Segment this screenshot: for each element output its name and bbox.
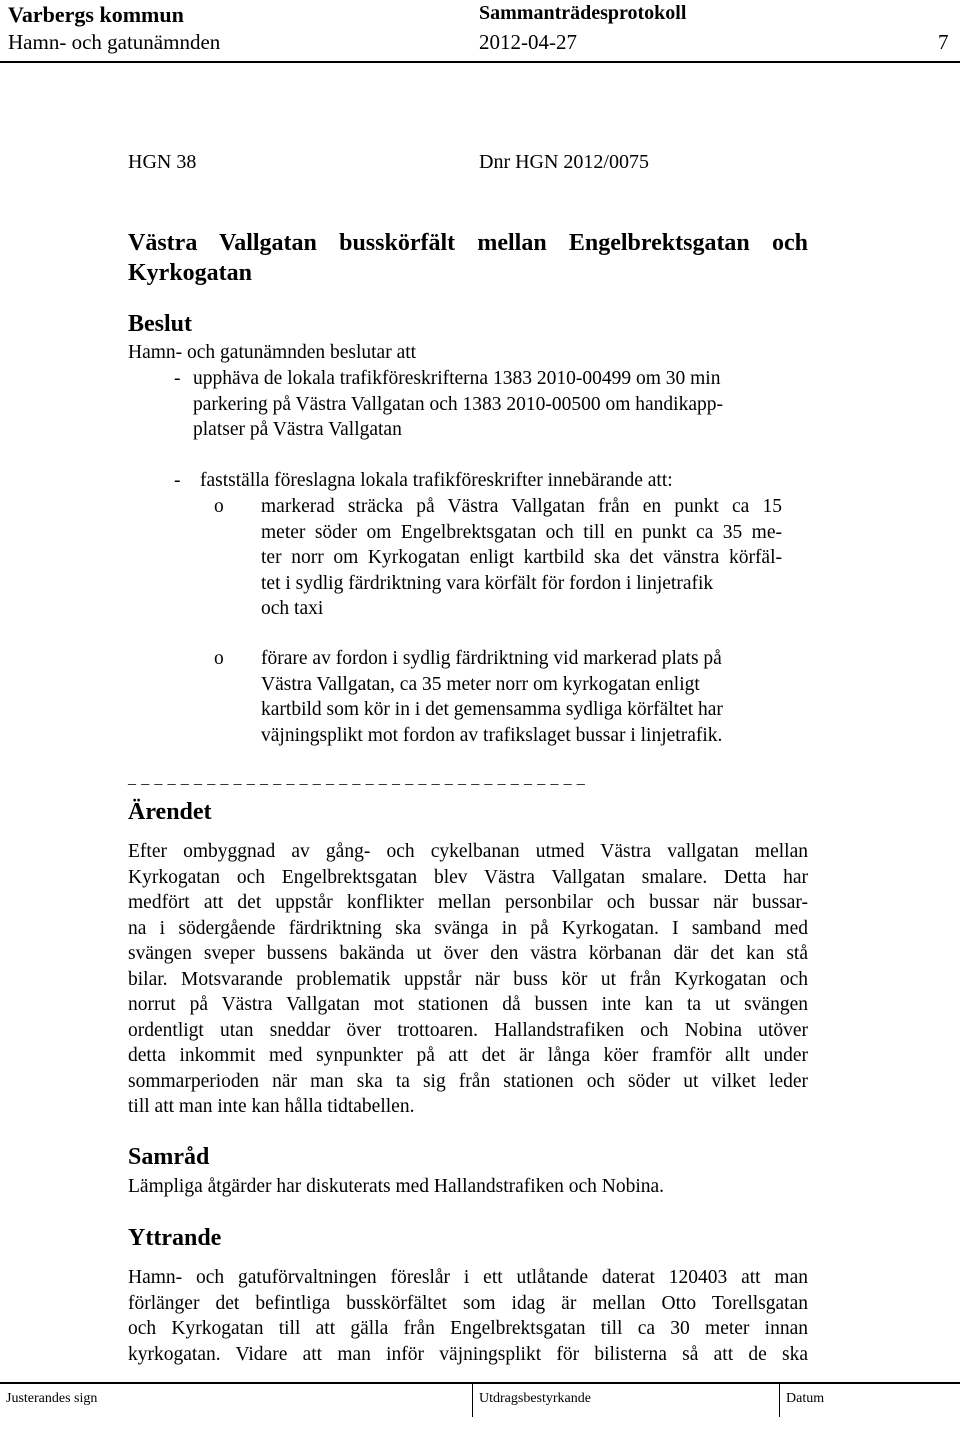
case-title-line: Västra Vallgatan busskörfält mellan Engelbrektsgatan och: [128, 230, 808, 256]
sublist-item-line: kartbild som kör in i det gemensamma sydliga körfältet har: [261, 699, 723, 720]
paragraph-line: Hamn- och gatuförvaltningen föreslår i ett utlåtande daterat 120403 att man: [128, 1267, 808, 1288]
sublist-item-line: ter norr om Kyrkogatan enligt kartbild ska det vänstra körfäl-: [261, 547, 782, 568]
paragraph-line: och Kyrkogatan till att gälla från Engelbrektsgatan till ca 30 meter innan: [128, 1318, 808, 1339]
section-divider: _ _ _ _ _ _ _ _ _ _ _ _ _ _ _ _ _ _ _ _ _ _ _ _ _ _ _ _ _ _ _ _ _ _ _: [128, 770, 586, 787]
paragraph-line: na i södergående färdriktning ska svänga in på Kyrkogatan. I samband med: [128, 917, 808, 939]
meeting-date: 2012-04-27: [479, 30, 577, 54]
sublist-item-line: tet i sydlig färdriktning vara körfält för fordon i linjetrafik: [261, 572, 714, 594]
beslut-subitem-2: [261, 646, 791, 748]
paragraph-line: svängen sveper bussens bakända ut över den västra körbanan där det kan stå: [128, 943, 808, 964]
beslut-intro: Hamn- och gatunämnden beslutar att: [128, 342, 417, 363]
sublist-marker: o: [214, 648, 224, 669]
sublist-item-line: väjningsplikt mot fordon av trafikslaget bussar i linjetrafik.: [261, 724, 723, 746]
paragraph-line: till att man inte kan hålla tidtabellen.: [128, 1096, 415, 1117]
paragraph-line: norrut på Västra Vallgatan mot stationen då bussen inte kan ta ut svängen: [128, 994, 808, 1015]
paragraph-line: detta inkommit med synpunkter på att det är långa köer framför allt under: [128, 1045, 808, 1066]
yttrande-body: [128, 1265, 808, 1367]
samrad-text: Lämpliga åtgärder har diskuterats med Hallandstrafiken och Nobina.: [128, 1176, 665, 1197]
paragraph-line: medfört att det uppstår konflikter mellan personbilar och bussar när bussar-: [128, 892, 808, 913]
yttrande-heading: Yttrande: [128, 1225, 222, 1251]
page-number: 7: [938, 30, 949, 54]
sublist-item-line: förare av fordon i sydlig färdriktning vid markerad plats på: [261, 648, 722, 669]
footer-sign-cell: [0, 1383, 473, 1417]
sublist-item-line: markerad sträcka på Västra Vallgatan från en punkt ca 15: [261, 496, 782, 517]
case-title-line: Kyrkogatan: [128, 260, 253, 286]
beslut-heading: Beslut: [128, 311, 193, 337]
list-item-line: upphäva de lokala trafikföreskrifterna 1383 2010-00499 om 30 min: [193, 368, 721, 389]
beslut-subitem-1: [261, 494, 782, 622]
sublist-item-line: och taxi: [261, 598, 324, 619]
arendet-body: [128, 839, 808, 1120]
beslut-item-1: [193, 366, 793, 443]
paragraph-line: sommarperioden när man ska ta sig från stationen och söder ut vilket leder: [128, 1070, 808, 1092]
list-item-line: platser på Västra Vallgatan: [193, 419, 402, 440]
footer-extract-cell: [473, 1383, 780, 1417]
paragraph-line: förlänger det befintliga busskörfältet som idag är mellan Otto Torellsgatan: [128, 1292, 808, 1314]
document-type: Sammanträdesprotokoll: [479, 2, 687, 24]
header-rule: [0, 61, 960, 63]
list-marker: -: [174, 368, 181, 389]
paragraph-line: ordentligt utan sneddar över trottoaren. Hallandstrafiken och Nobina utöver: [128, 1019, 808, 1041]
committee-name: Hamn- och gatunämnden: [8, 30, 221, 54]
sublist-marker: o: [214, 496, 224, 517]
paragraph-line: Efter ombyggnad av gång- och cykelbanan utmed Västra vallgatan mellan: [128, 841, 808, 862]
beslut-item-2: fastställa föreslagna lokala trafikföreskrifter innebärande att:: [200, 470, 673, 491]
footer-sign-label: Justerandes sign: [6, 1391, 98, 1406]
sublist-item-line: meter söder om Engelbrektsgatan och till en punkt ca 35 me-: [261, 521, 782, 543]
footer-date-label: Datum: [786, 1391, 825, 1406]
case-number: HGN 38: [128, 151, 197, 173]
paragraph-line: bilar. Motsvarande problematik uppstår när buss kör ut från Kyrkogatan och: [128, 968, 808, 990]
case-title: [128, 228, 808, 288]
paragraph-line: Kyrkogatan och Engelbrektsgatan blev Västra Vallgatan smalare. Detta har: [128, 866, 808, 888]
paragraph-line: kyrkogatan. Vidare att man inför väjningsplikt för bilisterna så att de ska: [128, 1343, 808, 1365]
footer-date-cell: [780, 1383, 960, 1417]
list-item-line: parkering på Västra Vallgatan och 1383 2010-00500 om handikapp-: [193, 393, 723, 415]
footer-extract-label: Utdragsbestyrkande: [479, 1391, 591, 1406]
list-marker: -: [174, 470, 181, 491]
org-name: Varbergs kommun: [8, 2, 184, 27]
samrad-heading: Samråd: [128, 1144, 210, 1170]
arendet-heading: Ärendet: [128, 799, 212, 825]
case-dnr: Dnr HGN 2012/0075: [479, 151, 649, 173]
sublist-item-line: Västra Vallgatan, ca 35 meter norr om kyrkogatan enligt: [261, 673, 700, 695]
